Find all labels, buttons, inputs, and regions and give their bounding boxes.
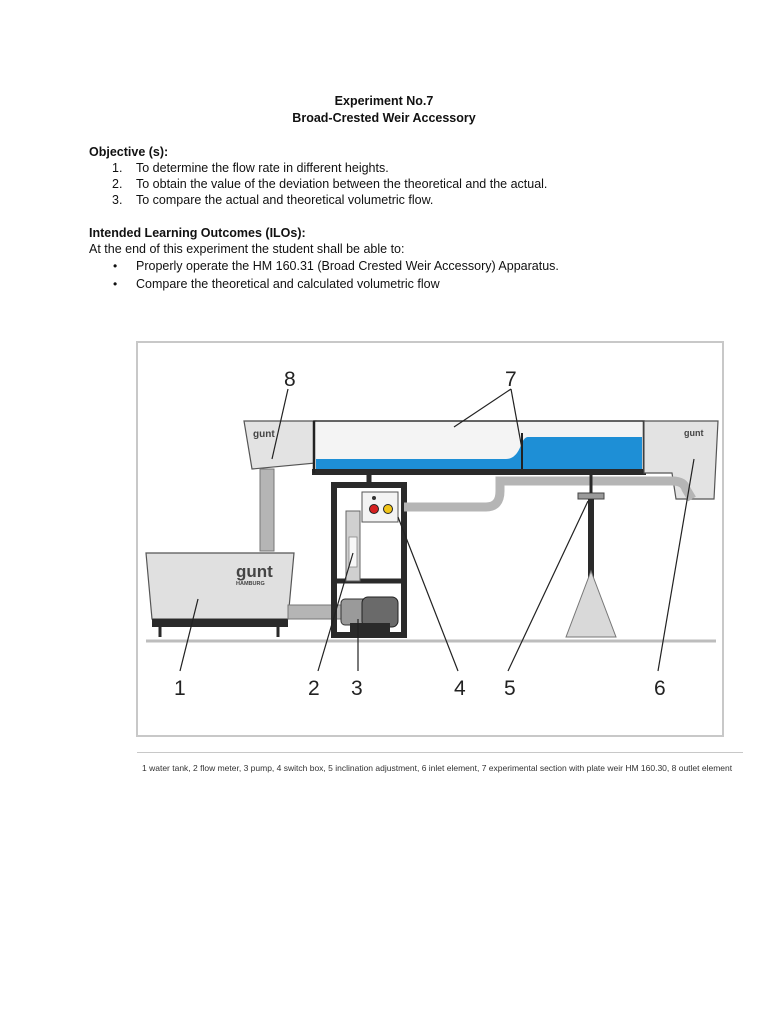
objective-number: 3. (112, 193, 123, 207)
channel-bottom (312, 469, 646, 475)
objective-number: 2. (112, 177, 123, 191)
callout-6: 6 (654, 677, 666, 700)
water-tank (146, 553, 294, 637)
figure-frame (137, 342, 723, 736)
figure-caption: 1 water tank, 2 flow meter, 3 pump, 4 switch box, 5 inclination adjustment, 6 inlet element, 7 experimental section with plate weir HM 160.30, 8 outlet element (142, 763, 733, 773)
brand-subtitle: HAMBURG (236, 581, 265, 587)
ilos-heading: Intended Learning Outcomes (ILOs): (89, 226, 306, 240)
objective-item: To compare the actual and theoretical volumetric flow. (136, 193, 434, 207)
switch-box (362, 492, 398, 522)
objective-item: To determine the flow rate in different heights. (136, 161, 389, 175)
callout-4: 4 (454, 677, 466, 700)
document-subtitle: Broad-Crested Weir Accessory (292, 111, 476, 125)
brand-logo: gunt (236, 562, 273, 581)
ilo-item: Compare the theoretical and calculated volumetric flow (136, 277, 440, 291)
callout-8: 8 (284, 368, 296, 391)
switch-yellow (384, 505, 393, 514)
tank-base (152, 619, 288, 627)
ilo-item: Properly operate the HM 160.31 (Broad Crested Weir Accessory) Apparatus. (136, 259, 559, 273)
objective-number: 1. (112, 161, 123, 175)
objective-item: To obtain the value of the deviation between the theoretical and the actual. (136, 177, 548, 191)
switch-red (370, 505, 379, 514)
apparatus-diagram (136, 341, 724, 737)
document-title: Experiment No.7 (334, 94, 434, 108)
callout-3: 3 (351, 677, 363, 700)
callout-1: 1 (174, 677, 186, 700)
outlet-pipe (260, 469, 274, 551)
caption-divider (137, 752, 743, 753)
callout-5: 5 (504, 677, 516, 700)
experimental-section (312, 421, 646, 475)
objectives-heading: Objective (s): (89, 145, 169, 159)
brand-logo: gunt (253, 429, 275, 440)
callout-2: 2 (308, 677, 320, 700)
callout-7: 7 (505, 368, 517, 391)
bullet-glyph: • (113, 277, 118, 291)
ilos-intro: At the end of this experiment the student shall be able to: (89, 242, 405, 256)
bullet-glyph: • (113, 259, 118, 273)
brand-logo: gunt (684, 428, 704, 438)
